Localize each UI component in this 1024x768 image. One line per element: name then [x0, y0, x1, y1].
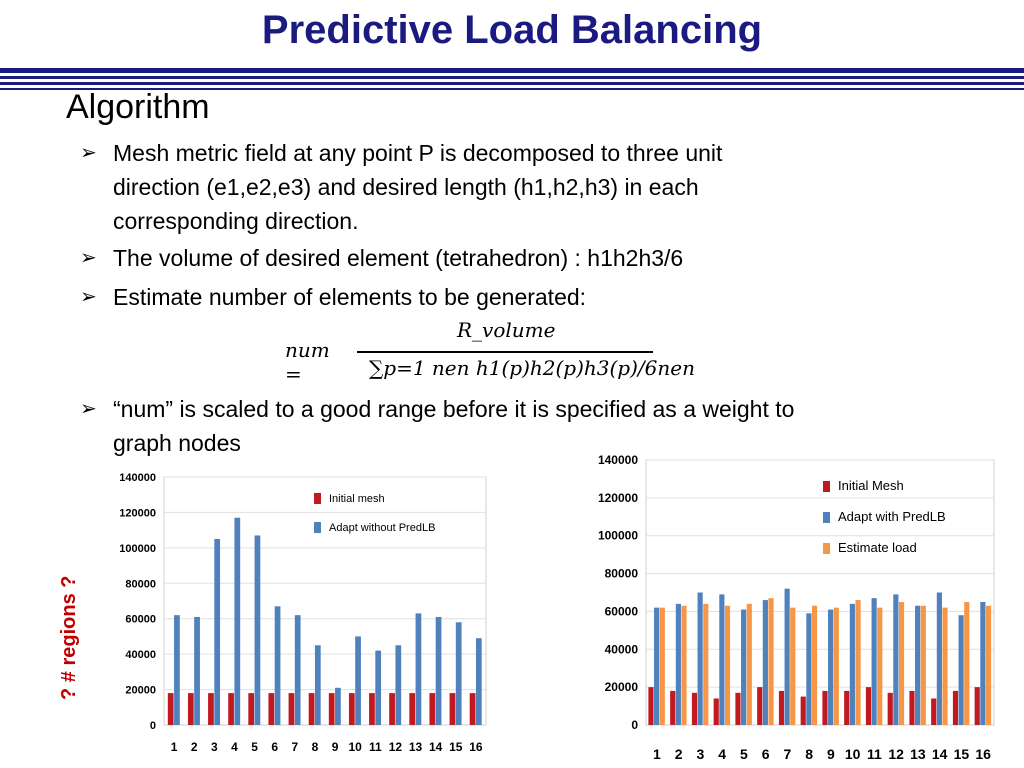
bar-1: [735, 693, 740, 725]
x-tick-label: 3: [210, 740, 218, 754]
bar-1: [714, 699, 719, 726]
chart-initial-vs-adapt: [100, 463, 500, 768]
bar-3: [681, 606, 686, 725]
bar-3: [725, 606, 730, 725]
section-heading: Algorithm: [66, 88, 210, 126]
legend-swatch: [823, 543, 830, 554]
bar-2: [893, 594, 898, 725]
bar-2: [980, 602, 985, 725]
legend-label: Estimate load: [838, 540, 917, 555]
legend-swatch: [823, 512, 830, 523]
bar-2: [335, 688, 341, 725]
y-tick-label: 40000: [125, 649, 156, 662]
bar-2: [255, 535, 261, 725]
bar-3: [812, 606, 817, 725]
title-rule: [0, 82, 1024, 85]
bar-3: [877, 608, 882, 725]
x-tick-label: 4: [231, 740, 238, 754]
x-tick-label: 5: [739, 746, 748, 762]
bar-1: [409, 693, 415, 725]
x-tick-label: 13: [910, 746, 926, 762]
bar-2: [456, 622, 462, 725]
x-tick-label: 10: [844, 746, 861, 762]
legend-label: Adapt without PredLB: [329, 522, 436, 534]
x-tick-label: 5: [251, 740, 258, 754]
bar-1: [670, 691, 675, 725]
x-tick-label: 12: [888, 746, 904, 762]
y-tick-label: 60000: [125, 613, 156, 626]
bar-3: [768, 598, 773, 725]
bar-2: [915, 606, 920, 725]
y-tick-label: 100000: [597, 528, 638, 543]
bar-2: [234, 518, 240, 725]
bar-1: [931, 699, 936, 726]
legend-label: Initial mesh: [329, 493, 385, 505]
bar-1: [801, 697, 806, 725]
bar-2: [275, 606, 281, 725]
arrow-bullet-icon: ➢: [80, 398, 97, 420]
x-tick-label: 2: [190, 740, 198, 754]
x-tick-label: 9: [331, 740, 339, 754]
formula-lhs: num =: [285, 338, 330, 386]
bar-1: [289, 693, 295, 725]
bar-2: [174, 615, 180, 725]
bar-3: [790, 608, 795, 725]
bar-1: [228, 693, 234, 725]
x-tick-label: 15: [953, 746, 970, 762]
bar-1: [844, 691, 849, 725]
x-tick-label: 6: [271, 740, 279, 754]
y-tick-label: 140000: [119, 472, 156, 484]
bar-2: [315, 645, 321, 725]
x-tick-label: 15: [449, 740, 463, 754]
bullet-estimate: [80, 280, 913, 314]
y-tick-label: 20000: [125, 684, 156, 697]
bar-2: [375, 651, 381, 725]
title-rule: [0, 68, 1024, 73]
bar-2: [763, 600, 768, 725]
y-tick-label: 80000: [125, 578, 156, 591]
x-tick-label: 16: [975, 746, 991, 762]
x-tick-label: 1: [652, 746, 661, 762]
bar-1: [953, 691, 958, 725]
x-tick-label: 7: [783, 746, 792, 762]
bar-2: [806, 613, 811, 725]
bullet-text: “num” is scaled to a good range before it is specified as a weight to: [113, 396, 795, 422]
bar-2: [676, 604, 681, 725]
bar-2: [937, 593, 942, 726]
x-tick-label: 14: [429, 740, 443, 754]
legend-swatch: [314, 522, 321, 533]
y-tick-label: 140000: [597, 453, 638, 467]
x-tick-label: 10: [348, 740, 362, 754]
bar-1: [168, 693, 174, 725]
bar-2: [654, 608, 659, 725]
x-tick-label: 12: [388, 740, 403, 754]
bar-2: [850, 604, 855, 725]
bar-2: [416, 613, 422, 725]
x-tick-label: 6: [761, 746, 770, 762]
chart-predlb: [560, 448, 1000, 768]
bullet-text: Mesh metric field at any point P is decomposed to three unit: [113, 140, 723, 166]
bar-3: [703, 604, 708, 725]
regions-label: ? # regions ?: [58, 575, 80, 700]
x-tick-label: 8: [311, 740, 319, 754]
y-tick-label: 120000: [119, 507, 156, 520]
bullet-text: corresponding direction.: [113, 208, 359, 234]
x-tick-label: 8: [805, 746, 814, 762]
bar-2: [872, 598, 877, 725]
bar-3: [899, 602, 904, 725]
bar-1: [349, 693, 355, 725]
bar-3: [986, 606, 991, 725]
bar-2: [194, 617, 200, 725]
x-tick-label: 7: [291, 740, 299, 754]
bar-1: [329, 693, 335, 725]
bar-1: [429, 693, 435, 725]
bar-3: [855, 600, 860, 725]
bar-2: [436, 617, 442, 725]
bar-1: [692, 693, 697, 725]
bar-1: [268, 693, 274, 725]
bar-2: [395, 645, 401, 725]
bar-1: [888, 693, 893, 725]
bar-1: [779, 691, 784, 725]
y-tick-label: 100000: [119, 542, 156, 555]
bar-1: [757, 687, 762, 725]
bar-3: [834, 608, 839, 725]
bullet-text: Estimate number of elements to be generated:: [113, 284, 587, 310]
x-tick-label: 1: [170, 740, 178, 754]
y-tick-label: 120000: [597, 490, 638, 505]
x-tick-label: 11: [368, 740, 382, 754]
bar-2: [214, 539, 220, 725]
title-rule: [0, 76, 1024, 79]
formula-denominator: ∑p=1 nen h1(p)h2(p)h3(p)/6nen: [369, 356, 695, 380]
bar-2: [828, 610, 833, 725]
bar-3: [942, 608, 947, 725]
bar-2: [698, 593, 703, 726]
y-tick-label: 80000: [604, 566, 638, 581]
y-tick-label: 60000: [604, 604, 638, 619]
bar-1: [909, 691, 914, 725]
x-tick-label: 16: [469, 740, 483, 754]
y-tick-label: 40000: [604, 642, 638, 657]
x-tick-label: 14: [931, 746, 948, 762]
y-tick-label: 20000: [604, 680, 638, 695]
bullet-text: graph nodes: [113, 430, 241, 456]
bullet-volume: [80, 241, 913, 275]
bullet-text: The volume of desired element (tetrahedron) : h1h2h3/6: [113, 245, 684, 271]
bar-1: [389, 693, 395, 725]
bar-3: [747, 604, 752, 725]
bar-3: [660, 608, 665, 725]
bar-2: [476, 638, 482, 725]
bar-1: [450, 693, 456, 725]
arrow-bullet-icon: ➢: [80, 247, 97, 269]
x-tick-label: 9: [826, 746, 835, 762]
bar-1: [866, 687, 871, 725]
x-tick-label: 11: [866, 746, 882, 762]
y-tick-label: 0: [149, 720, 156, 732]
bar-1: [309, 693, 315, 725]
arrow-bullet-icon: ➢: [80, 286, 97, 308]
bar-2: [719, 594, 724, 725]
bar-2: [355, 636, 361, 725]
bullet-text: direction (e1,e2,e3) and desired length (h1,h2,h3) in each: [113, 174, 699, 200]
bar-1: [470, 693, 476, 725]
bar-1: [822, 691, 827, 725]
x-tick-label: 4: [718, 746, 727, 762]
legend-swatch: [314, 493, 321, 504]
bar-1: [208, 693, 214, 725]
legend-label: Adapt with PredLB: [838, 509, 946, 524]
bar-2: [295, 615, 301, 725]
x-tick-label: 13: [408, 740, 423, 754]
bar-1: [648, 687, 653, 725]
bar-3: [921, 606, 926, 725]
bar-2: [959, 615, 964, 725]
bar-1: [248, 693, 254, 725]
bar-1: [369, 693, 375, 725]
bar-1: [975, 687, 980, 725]
y-tick-label: 0: [631, 718, 638, 732]
bar-2: [741, 610, 746, 725]
bar-1: [188, 693, 194, 725]
x-tick-label: 3: [696, 746, 705, 762]
arrow-bullet-icon: ➢: [80, 142, 97, 164]
fraction-bar: [357, 351, 653, 353]
legend-swatch: [823, 481, 830, 492]
legend-label: Initial Mesh: [838, 478, 904, 493]
slide-title: Predictive Load Balancing: [261, 8, 763, 52]
bullet-mesh-metric: [80, 136, 913, 238]
x-tick-label: 2: [674, 746, 683, 762]
bar-3: [964, 602, 969, 725]
bar-2: [785, 589, 790, 725]
formula-numerator: R_volume: [457, 318, 556, 342]
